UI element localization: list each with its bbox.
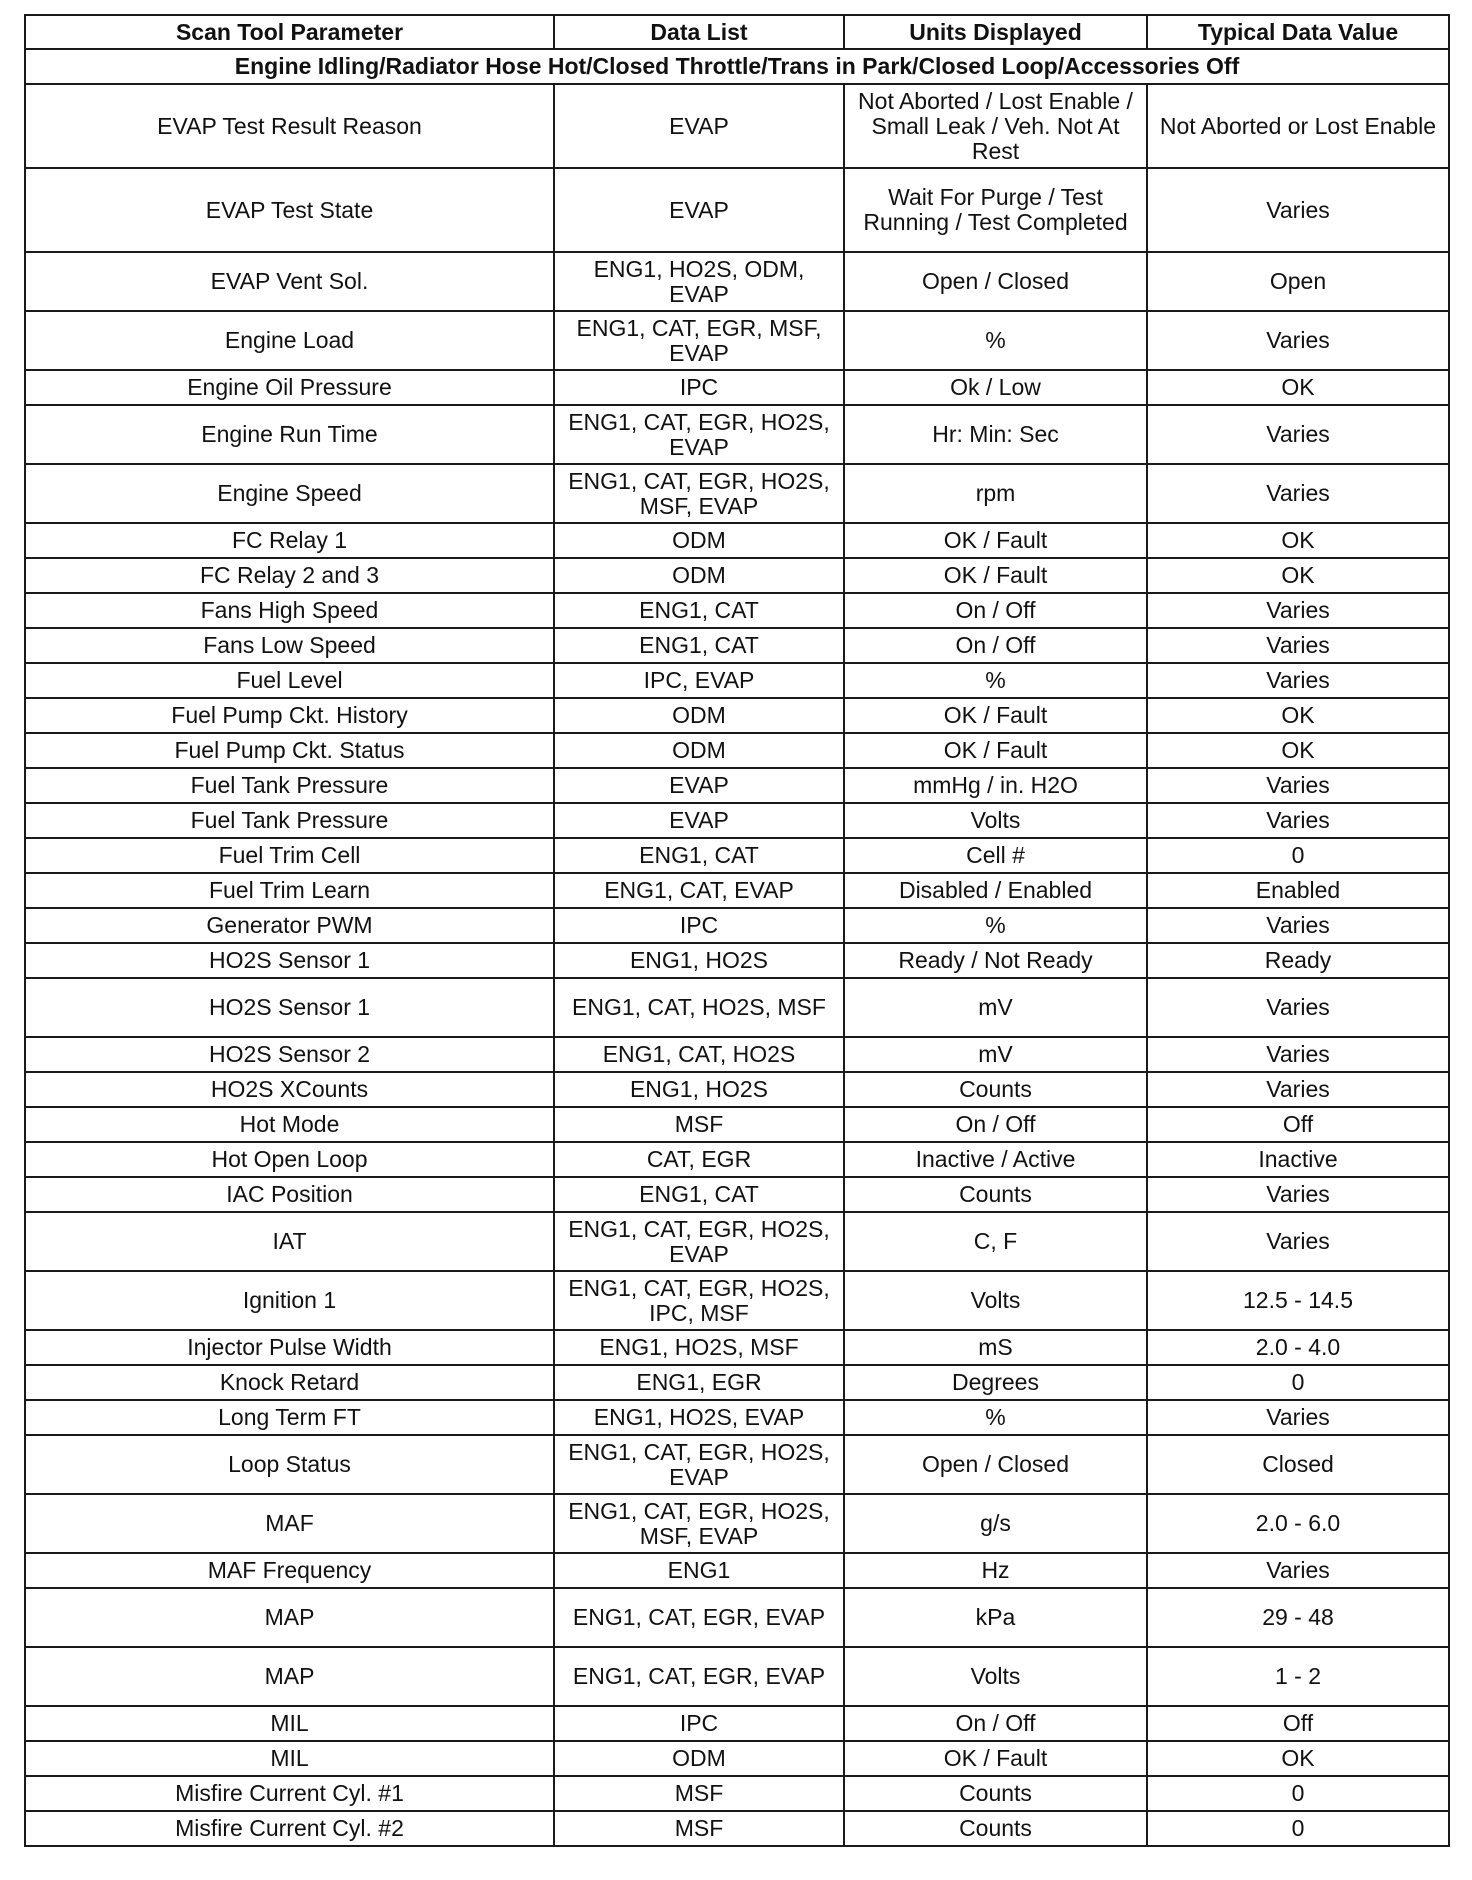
cell-scan-tool-parameter: MAF Frequency <box>25 1553 554 1588</box>
table-row <box>25 311 1449 370</box>
cell-scan-tool-parameter: EVAP Test State <box>25 168 554 252</box>
cell-units-displayed: On / Off <box>844 628 1147 663</box>
table-row <box>25 838 1449 873</box>
cell-units-displayed: Volts <box>844 1647 1147 1706</box>
cell-typical-data-value: Enabled <box>1147 873 1449 908</box>
cell-data-list: CAT, EGR <box>554 1142 844 1177</box>
cell-scan-tool-parameter: Fuel Level <box>25 663 554 698</box>
cell-data-list: ENG1 <box>554 1553 844 1588</box>
table-row <box>25 628 1449 663</box>
table-row <box>25 1107 1449 1142</box>
cell-scan-tool-parameter: MAP <box>25 1647 554 1706</box>
cell-data-list: MSF <box>554 1811 844 1846</box>
cell-units-displayed: Counts <box>844 1811 1147 1846</box>
cell-data-list: ODM <box>554 558 844 593</box>
cell-typical-data-value: Ready <box>1147 943 1449 978</box>
cell-typical-data-value: Varies <box>1147 628 1449 663</box>
cell-typical-data-value: Varies <box>1147 803 1449 838</box>
cell-scan-tool-parameter: Fuel Trim Learn <box>25 873 554 908</box>
table-row <box>25 768 1449 803</box>
cell-data-list: ENG1, HO2S, ODM, EVAP <box>554 252 844 311</box>
cell-units-displayed: Hz <box>844 1553 1147 1588</box>
cell-typical-data-value: Off <box>1147 1107 1449 1142</box>
cell-units-displayed: kPa <box>844 1588 1147 1647</box>
cell-units-displayed: Volts <box>844 1271 1147 1330</box>
operating-conditions: Engine Idling/Radiator Hose Hot/Closed Throttle/Trans in Park/Closed Loop/Accessories Off <box>25 49 1449 84</box>
cell-scan-tool-parameter: Misfire Current Cyl. #1 <box>25 1776 554 1811</box>
cell-typical-data-value: Varies <box>1147 663 1449 698</box>
cell-scan-tool-parameter: FC Relay 1 <box>25 523 554 558</box>
cell-units-displayed: Counts <box>844 1776 1147 1811</box>
table-row <box>25 1776 1449 1811</box>
cell-data-list: ENG1, CAT, EVAP <box>554 873 844 908</box>
cell-typical-data-value: Open <box>1147 252 1449 311</box>
cell-typical-data-value: Varies <box>1147 464 1449 523</box>
table-row <box>25 252 1449 311</box>
cell-typical-data-value: Inactive <box>1147 1142 1449 1177</box>
table-row <box>25 1330 1449 1365</box>
table-row <box>25 1271 1449 1330</box>
cell-scan-tool-parameter: MAF <box>25 1494 554 1553</box>
cell-units-displayed: OK / Fault <box>844 523 1147 558</box>
cell-typical-data-value: 0 <box>1147 838 1449 873</box>
cell-typical-data-value: 0 <box>1147 1365 1449 1400</box>
cell-units-displayed: OK / Fault <box>844 698 1147 733</box>
cell-units-displayed: % <box>844 908 1147 943</box>
cell-typical-data-value: Varies <box>1147 1037 1449 1072</box>
cell-typical-data-value: Varies <box>1147 405 1449 464</box>
cell-units-displayed: Open / Closed <box>844 1435 1147 1494</box>
table-row <box>25 943 1449 978</box>
cell-data-list: EVAP <box>554 803 844 838</box>
cell-typical-data-value: Varies <box>1147 768 1449 803</box>
header-scan-tool-parameter: Scan Tool Parameter <box>25 15 554 49</box>
cell-data-list: ENG1, CAT, EGR, MSF, EVAP <box>554 311 844 370</box>
cell-units-displayed: % <box>844 311 1147 370</box>
cell-units-displayed: OK / Fault <box>844 733 1147 768</box>
cell-units-displayed: % <box>844 1400 1147 1435</box>
cell-typical-data-value: Varies <box>1147 168 1449 252</box>
cell-data-list: ODM <box>554 733 844 768</box>
cell-scan-tool-parameter: Ignition 1 <box>25 1271 554 1330</box>
cell-scan-tool-parameter: Fuel Trim Cell <box>25 838 554 873</box>
cell-scan-tool-parameter: Knock Retard <box>25 1365 554 1400</box>
cell-typical-data-value: Varies <box>1147 593 1449 628</box>
cell-units-displayed: Ready / Not Ready <box>844 943 1147 978</box>
cell-typical-data-value: Varies <box>1147 1212 1449 1271</box>
cell-typical-data-value: Varies <box>1147 1553 1449 1588</box>
cell-data-list: MSF <box>554 1776 844 1811</box>
table-row <box>25 663 1449 698</box>
cell-units-displayed: OK / Fault <box>844 1741 1147 1776</box>
table-row <box>25 803 1449 838</box>
table-row <box>25 370 1449 405</box>
table-row <box>25 1400 1449 1435</box>
cell-data-list: ODM <box>554 523 844 558</box>
cell-scan-tool-parameter: FC Relay 2 and 3 <box>25 558 554 593</box>
table-row <box>25 873 1449 908</box>
cell-data-list: EVAP <box>554 768 844 803</box>
cell-typical-data-value: 29 - 48 <box>1147 1588 1449 1647</box>
table-row <box>25 1553 1449 1588</box>
cell-scan-tool-parameter: Injector Pulse Width <box>25 1330 554 1365</box>
cell-data-list: ENG1, HO2S, EVAP <box>554 1400 844 1435</box>
table-row <box>25 978 1449 1037</box>
cell-data-list: ODM <box>554 1741 844 1776</box>
cell-typical-data-value: Varies <box>1147 1177 1449 1212</box>
cell-units-displayed: Disabled / Enabled <box>844 873 1147 908</box>
cell-typical-data-value: Off <box>1147 1706 1449 1741</box>
cell-data-list: ENG1, CAT, EGR, HO2S, EVAP <box>554 1435 844 1494</box>
cell-data-list: ENG1, CAT, HO2S <box>554 1037 844 1072</box>
cell-units-displayed: Degrees <box>844 1365 1147 1400</box>
cell-units-displayed: mV <box>844 1037 1147 1072</box>
cell-units-displayed: On / Off <box>844 593 1147 628</box>
cell-typical-data-value: Varies <box>1147 1400 1449 1435</box>
cell-typical-data-value: 1 - 2 <box>1147 1647 1449 1706</box>
cell-units-displayed: Open / Closed <box>844 252 1147 311</box>
cell-data-list: ENG1, CAT, EGR, HO2S, MSF, EVAP <box>554 1494 844 1553</box>
cell-typical-data-value: Closed <box>1147 1435 1449 1494</box>
cell-units-displayed: Ok / Low <box>844 370 1147 405</box>
cell-units-displayed: Counts <box>844 1177 1147 1212</box>
cell-units-displayed: Inactive / Active <box>844 1142 1147 1177</box>
cell-data-list: ENG1, HO2S, MSF <box>554 1330 844 1365</box>
cell-data-list: EVAP <box>554 84 844 168</box>
cell-scan-tool-parameter: Fuel Pump Ckt. Status <box>25 733 554 768</box>
cell-scan-tool-parameter: MAP <box>25 1588 554 1647</box>
table-row <box>25 523 1449 558</box>
cell-data-list: ENG1, CAT <box>554 628 844 663</box>
cell-units-displayed: On / Off <box>844 1107 1147 1142</box>
table-row <box>25 1177 1449 1212</box>
cell-typical-data-value: OK <box>1147 698 1449 733</box>
table-row <box>25 405 1449 464</box>
cell-typical-data-value: 0 <box>1147 1811 1449 1846</box>
cell-typical-data-value: Varies <box>1147 978 1449 1037</box>
cell-typical-data-value: 12.5 - 14.5 <box>1147 1271 1449 1330</box>
cell-units-displayed: Volts <box>844 803 1147 838</box>
cell-scan-tool-parameter: Fans Low Speed <box>25 628 554 663</box>
table-row <box>25 1741 1449 1776</box>
cell-typical-data-value: Varies <box>1147 908 1449 943</box>
cell-scan-tool-parameter: Misfire Current Cyl. #2 <box>25 1811 554 1846</box>
cell-scan-tool-parameter: MIL <box>25 1706 554 1741</box>
table-row <box>25 1212 1449 1271</box>
table-row <box>25 733 1449 768</box>
table-row <box>25 1365 1449 1400</box>
table-row <box>25 1706 1449 1741</box>
cell-data-list: ENG1, CAT, EGR, EVAP <box>554 1588 844 1647</box>
table-row <box>25 1142 1449 1177</box>
table-row <box>25 1037 1449 1072</box>
cell-scan-tool-parameter: HO2S XCounts <box>25 1072 554 1107</box>
scan-tool-data-table-page <box>24 14 1448 1847</box>
cell-typical-data-value: OK <box>1147 523 1449 558</box>
cell-data-list: ENG1, CAT, EGR, HO2S, EVAP <box>554 405 844 464</box>
cell-scan-tool-parameter: HO2S Sensor 1 <box>25 978 554 1037</box>
cell-typical-data-value: 2.0 - 6.0 <box>1147 1494 1449 1553</box>
cell-units-displayed: g/s <box>844 1494 1147 1553</box>
cell-scan-tool-parameter: Engine Speed <box>25 464 554 523</box>
table-row <box>25 1494 1449 1553</box>
cell-units-displayed: On / Off <box>844 1706 1147 1741</box>
cell-data-list: ENG1, CAT, EGR, HO2S, EVAP <box>554 1212 844 1271</box>
cell-data-list: IPC, EVAP <box>554 663 844 698</box>
cell-data-list: ENG1, HO2S <box>554 1072 844 1107</box>
cell-typical-data-value: OK <box>1147 558 1449 593</box>
cell-units-displayed: Not Aborted / Lost Enable / Small Leak / Veh. Not At Rest <box>844 84 1147 168</box>
cell-scan-tool-parameter: Fuel Pump Ckt. History <box>25 698 554 733</box>
cell-scan-tool-parameter: EVAP Test Result Reason <box>25 84 554 168</box>
cell-data-list: IPC <box>554 370 844 405</box>
cell-units-displayed: Hr: Min: Sec <box>844 405 1147 464</box>
cell-scan-tool-parameter: Long Term FT <box>25 1400 554 1435</box>
table-row <box>25 558 1449 593</box>
header-row <box>25 15 1449 49</box>
cell-units-displayed: rpm <box>844 464 1147 523</box>
cell-typical-data-value: Varies <box>1147 1072 1449 1107</box>
table-row <box>25 593 1449 628</box>
cell-data-list: ENG1, HO2S <box>554 943 844 978</box>
cell-units-displayed: Cell # <box>844 838 1147 873</box>
cell-data-list: ENG1, CAT <box>554 1177 844 1212</box>
cell-data-list: ENG1, CAT, EGR, HO2S, MSF, EVAP <box>554 464 844 523</box>
cell-data-list: IPC <box>554 908 844 943</box>
cell-scan-tool-parameter: Fuel Tank Pressure <box>25 803 554 838</box>
cell-units-displayed: C, F <box>844 1212 1147 1271</box>
cell-data-list: ENG1, CAT, HO2S, MSF <box>554 978 844 1037</box>
cell-units-displayed: mS <box>844 1330 1147 1365</box>
cell-scan-tool-parameter: Engine Run Time <box>25 405 554 464</box>
cell-typical-data-value: Varies <box>1147 311 1449 370</box>
conditions-row <box>25 49 1449 84</box>
cell-units-displayed: OK / Fault <box>844 558 1147 593</box>
cell-scan-tool-parameter: HO2S Sensor 2 <box>25 1037 554 1072</box>
cell-typical-data-value: Not Aborted or Lost Enable <box>1147 84 1449 168</box>
cell-data-list: IPC <box>554 1706 844 1741</box>
cell-scan-tool-parameter: IAC Position <box>25 1177 554 1212</box>
cell-scan-tool-parameter: MIL <box>25 1741 554 1776</box>
cell-scan-tool-parameter: EVAP Vent Sol. <box>25 252 554 311</box>
cell-scan-tool-parameter: Hot Mode <box>25 1107 554 1142</box>
cell-data-list: MSF <box>554 1107 844 1142</box>
cell-data-list: ODM <box>554 698 844 733</box>
header-typical-data-value: Typical Data Value <box>1147 15 1449 49</box>
table-row <box>25 1811 1449 1846</box>
cell-data-list: ENG1, CAT, EGR, HO2S, IPC, MSF <box>554 1271 844 1330</box>
cell-units-displayed: Counts <box>844 1072 1147 1107</box>
table-row <box>25 1072 1449 1107</box>
cell-scan-tool-parameter: Engine Oil Pressure <box>25 370 554 405</box>
table-row <box>25 1647 1449 1706</box>
cell-units-displayed: mV <box>844 978 1147 1037</box>
cell-scan-tool-parameter: Fuel Tank Pressure <box>25 768 554 803</box>
cell-units-displayed: Wait For Purge / Test Running / Test Completed <box>844 168 1147 252</box>
cell-scan-tool-parameter: Hot Open Loop <box>25 1142 554 1177</box>
scan-tool-data-table <box>24 14 1450 1847</box>
cell-data-list: EVAP <box>554 168 844 252</box>
cell-units-displayed: mmHg / in. H2O <box>844 768 1147 803</box>
cell-scan-tool-parameter: Generator PWM <box>25 908 554 943</box>
cell-scan-tool-parameter: Fans High Speed <box>25 593 554 628</box>
cell-data-list: ENG1, CAT <box>554 838 844 873</box>
table-row <box>25 1435 1449 1494</box>
table-row <box>25 464 1449 523</box>
table-row <box>25 84 1449 168</box>
cell-typical-data-value: OK <box>1147 733 1449 768</box>
cell-scan-tool-parameter: HO2S Sensor 1 <box>25 943 554 978</box>
table-row <box>25 168 1449 252</box>
cell-typical-data-value: 2.0 - 4.0 <box>1147 1330 1449 1365</box>
table-row <box>25 698 1449 733</box>
cell-data-list: ENG1, CAT, EGR, EVAP <box>554 1647 844 1706</box>
table-row <box>25 908 1449 943</box>
cell-scan-tool-parameter: IAT <box>25 1212 554 1271</box>
cell-scan-tool-parameter: Engine Load <box>25 311 554 370</box>
header-data-list: Data List <box>554 15 844 49</box>
cell-typical-data-value: OK <box>1147 1741 1449 1776</box>
cell-data-list: ENG1, CAT <box>554 593 844 628</box>
table-row <box>25 1588 1449 1647</box>
header-units-displayed: Units Displayed <box>844 15 1147 49</box>
cell-scan-tool-parameter: Loop Status <box>25 1435 554 1494</box>
cell-units-displayed: % <box>844 663 1147 698</box>
cell-typical-data-value: OK <box>1147 370 1449 405</box>
cell-typical-data-value: 0 <box>1147 1776 1449 1811</box>
cell-data-list: ENG1, EGR <box>554 1365 844 1400</box>
